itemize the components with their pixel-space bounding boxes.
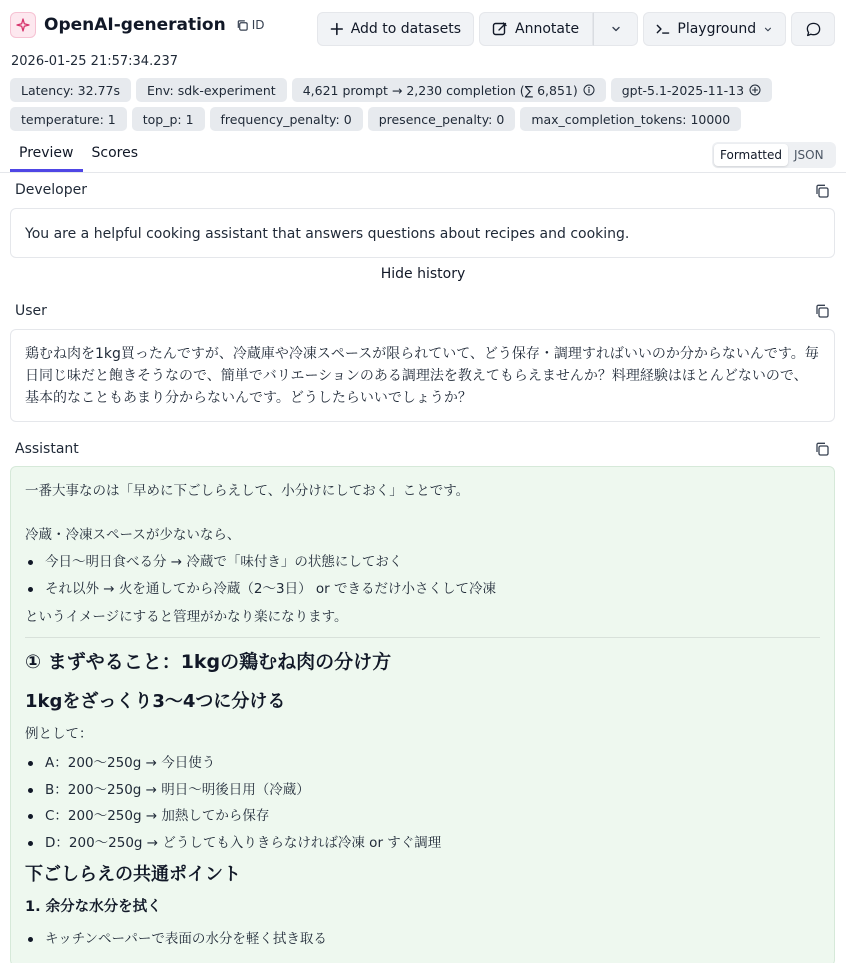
developer-message: You are a helpful cooking assistant that answers questions about recipes and cooking. <box>10 208 835 258</box>
model-badge-label: gpt-5.1-2025-11-13 <box>621 82 745 98</box>
max-completion-tokens-badge: max_completion_tokens: 10000 <box>520 107 741 131</box>
list-item: それ以外 → 火を通してから冷蔵（2〜3日） or できるだけ小さくして冷凍 <box>25 576 820 603</box>
frequency-penalty-badge: frequency_penalty: 0 <box>210 107 363 131</box>
user-label: User <box>15 303 47 319</box>
assistant-list <box>25 926 820 953</box>
tokens-badge-label: 4,621 prompt → 2,230 completion (∑ 6,851) <box>302 82 578 98</box>
plus-circle-icon[interactable] <box>749 84 761 96</box>
assistant-paragraph: 一番大事なのは「早めに下ごしらえして、小分けにしておく」ことです。 <box>25 483 470 499</box>
assistant-paragraph: 冷蔵・冷凍スペースが少ないなら、 <box>25 527 241 543</box>
comment-icon <box>805 21 822 38</box>
copy-icon <box>236 19 249 32</box>
copy-id-button[interactable] <box>236 18 265 32</box>
chevron-down-icon <box>610 23 622 35</box>
formatted-toggle[interactable]: Formatted <box>714 144 788 166</box>
view-toggle <box>712 142 836 168</box>
assistant-step-heading: 1. 余分な水分を拭く <box>25 899 162 915</box>
tab-preview[interactable]: Preview <box>10 140 83 172</box>
assistant-subheading: 1kgをざっくり3〜4つに分ける <box>25 691 286 712</box>
generation-icon <box>10 12 36 38</box>
assistant-list <box>25 549 820 602</box>
badge-row-metrics <box>10 78 772 102</box>
tab-scores[interactable]: Scores <box>91 145 139 161</box>
badge-row-params <box>10 107 741 131</box>
title-wrap <box>10 12 265 38</box>
page-title: OpenAI-generation <box>44 15 226 35</box>
temperature-badge: temperature: 1 <box>10 107 127 131</box>
id-label: ID <box>251 18 265 32</box>
list-item: 今日〜明日食べる分 → 冷蔵で「味付き」の状態にしておく <box>25 549 820 576</box>
assistant-heading: ① まずやること：1kgの鶏むね肉の分け方 <box>25 651 392 673</box>
add-to-datasets-label: Add to datasets <box>350 21 461 37</box>
tab-bar <box>10 140 147 172</box>
copy-icon[interactable] <box>814 303 830 319</box>
edit-icon <box>492 21 508 37</box>
list-item: D：200〜250g → どうしても入りきらなければ冷凍 or すぐ調理 <box>25 830 820 857</box>
tokens-badge[interactable] <box>292 78 606 102</box>
annotate-button[interactable] <box>479 12 593 46</box>
tab-divider <box>0 172 846 173</box>
annotate-dropdown-button[interactable] <box>593 12 638 46</box>
add-to-datasets-button[interactable] <box>317 12 474 46</box>
list-item: B：200〜250g → 明日〜明後日用（冷蔵） <box>25 777 820 804</box>
assistant-paragraph: というイメージにすると管理がかなり楽になります。 <box>25 609 348 625</box>
timestamp: 2026-01-25 21:57:34.237 <box>11 54 179 69</box>
json-toggle[interactable]: JSON <box>794 148 824 162</box>
divider <box>25 637 820 638</box>
latency-badge: Latency: 32.77s <box>10 78 131 102</box>
playground-button[interactable] <box>643 12 786 46</box>
user-message: 鶏むね肉を1kg買ったんですが、冷蔵庫や冷凍スペースが限られていて、どう保存・調理すればいいのか分からないんです。毎日同じ味だと飽きそうなので、簡単でバリエーションのある調理法を教えてもらえませんか？料理経験はほとんどないので、基本的なこともあまり分からないんです。どうしたらいいでしょうか？ <box>10 329 835 422</box>
env-badge: Env: sdk-experiment <box>136 78 287 102</box>
assistant-list <box>25 750 820 856</box>
top-p-badge: top_p: 1 <box>132 107 205 131</box>
playground-label: Playground <box>677 21 757 37</box>
presence-penalty-badge: presence_penalty: 0 <box>368 107 516 131</box>
assistant-paragraph: 例として： <box>25 726 93 742</box>
developer-label: Developer <box>15 182 88 198</box>
info-icon[interactable] <box>583 84 595 96</box>
annotate-label: Annotate <box>515 21 580 37</box>
terminal-icon <box>656 22 670 36</box>
chevron-down-icon <box>763 24 773 35</box>
assistant-message <box>10 466 835 963</box>
list-item: キッチンペーパーで表面の水分を軽く拭き取る <box>25 926 820 953</box>
header-bar <box>0 0 846 50</box>
plus-icon <box>330 22 344 36</box>
comments-button[interactable] <box>791 12 835 46</box>
list-item: A：200〜250g → 今日使う <box>25 750 820 777</box>
assistant-subheading: 下ごしらえの共通ポイント <box>25 864 241 885</box>
model-badge[interactable] <box>611 78 772 102</box>
copy-icon[interactable] <box>814 441 830 457</box>
copy-icon[interactable] <box>814 183 830 199</box>
assistant-label: Assistant <box>15 441 79 457</box>
list-item: C：200〜250g → 加熱してから保存 <box>25 803 820 830</box>
hide-history-button[interactable]: Hide history <box>380 266 466 282</box>
